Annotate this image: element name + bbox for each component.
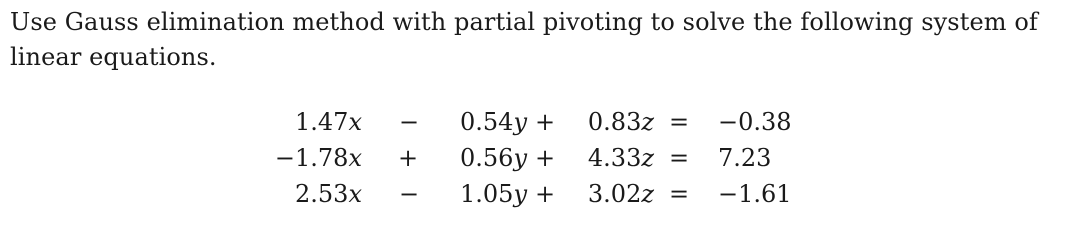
term-z-1: 0.83z: [587, 108, 654, 136]
operator-1: −: [398, 180, 420, 208]
operator-2: +: [534, 180, 556, 208]
equals-sign: =: [668, 180, 690, 208]
term-y-1: 0.54y: [460, 108, 527, 136]
equation-row-2: [0, 140, 900, 176]
operator-2: +: [534, 108, 556, 136]
equation-row-1: [0, 104, 900, 140]
term-y-3: 1.05y: [460, 180, 527, 208]
term-x-2: −1.78x: [274, 144, 362, 172]
rhs-value: 7.23: [718, 144, 772, 172]
equation-row-3: [0, 176, 900, 212]
term-z-2: 4.33z: [587, 144, 654, 172]
operator-2: +: [534, 144, 556, 172]
problem-statement: Use Gauss elimination method with partial pivoting to solve the following system of linear equations.: [10, 8, 1038, 71]
rhs-value: −0.38: [718, 108, 792, 136]
operator-1: +: [397, 144, 419, 172]
rhs-value: −1.61: [718, 180, 792, 208]
equals-sign: =: [668, 108, 690, 136]
equals-sign: =: [668, 144, 690, 172]
term-z-3: 3.02z: [587, 180, 654, 208]
term-y-2: 0.56y: [460, 144, 527, 172]
term-x-3: 2.53x: [295, 180, 362, 208]
operator-1: −: [398, 108, 420, 136]
term-x-1: 1.47x: [295, 108, 362, 136]
